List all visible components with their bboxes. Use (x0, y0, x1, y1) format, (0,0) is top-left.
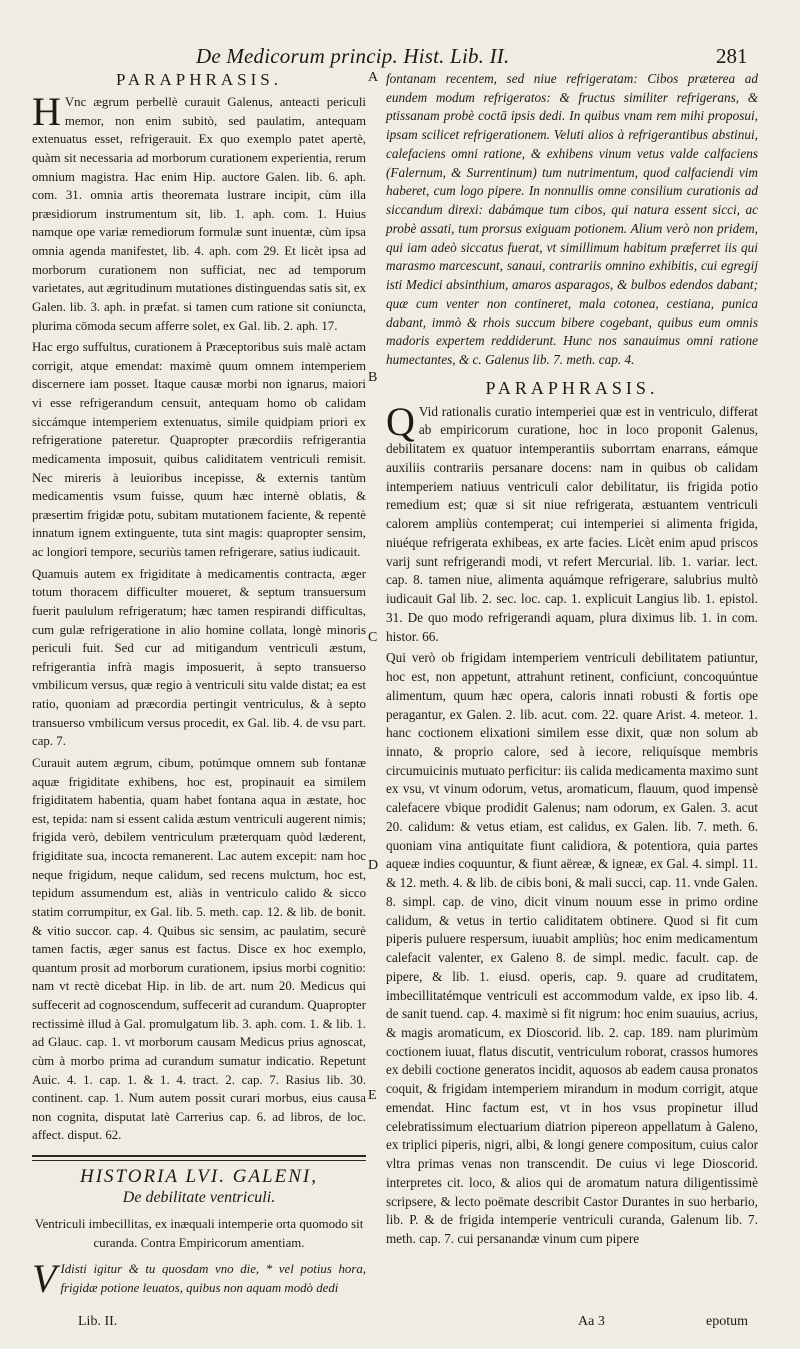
drop-cap-q: Q (386, 398, 415, 444)
paragraph-5-left: V Idisti igitur & tu quosdam vno die, * vel potius hora, frigidæ potione leuatos, quibus non aquam modò dedi (32, 1256, 366, 1302)
signature-left: Lib. II. (78, 1314, 118, 1329)
paraphrasis-heading-right: PARAPHRASIS. (485, 377, 659, 398)
signature-mark: Aa 3 (578, 1314, 605, 1329)
paragraph-2-right: Qui verò ob frigidam intemperiem ventriculi debilitatem patiuntur, hoc est, non appetunt, attrahunt retinent, conficiunt, concoquúntue alimentum, quum hæc opera, caloris innati robusti & fortis ope peragantur, ex Galen. 2. lib. acut. com. 22. quare Arist. 4. meteor. 1. hanc coctionem elixationi similem esse dixit, quæ non solum ab innato, & proprio calore, sed à iecore, reliquísque membris circumuicinis mutuato perficitur: iis calida medicamenta maximo sunt ex vsu, vt vinum odorum, vetus, aromaticum, flauum, quod impensè calefacere vbique prodidit Galenus; nam odorum, ex Galen. 3. acut 20. calidum: & vetus etiam, est calidus, ex Galen. lib. 7. meth. 6. quoniam vina antiquitate fiunt calidiora, & potentiora, quia partes aqueæ indies coquuntur, & fiunt aëreæ, & igneæ, ex Gal. 4. simpl. 11. & 12. meth. 4. & lib. de cibis boni, & mali succi, cap. 11. vnde Galen. 8. simpl. cap. de vino, dicit vinum nouum esse in primo ordine calidum, & vetus in tertio caliditatem obtinere. Quod si fit cum piperis puluere respersum, iuuabit ampliùs; hoc enim medicamentum calefacit valenter, ex Galeno 8. de simpl. medic. facult. cap. de pipere, & lib. 1. eiusd. operis, cap. 9. quare ad cruditatem, imbecillitatémque ventriculi est accommodum valde, ex ipso lib. 4. de sanit tuend. cap. 4. maximè si fit nigrum: hoc enim suauius, acrius, & magis aromaticum, ex Dioscorid. lib. 2. cap. 189. nam plurimùm coctionem iuuat, flatus discutit, ventriculum roborat, crassos humores ex debili coctione generatos incidit, aquosos ab eadem causa pronatos coquit, & frigidam intemperiem mirandum in modum corrigit, atque emendat. Hinc factum est, vt in hos vsus propinetur illud celebratissimum electuarium diatrion pipereon appellatum à Galeno, ex triplici piperis, nigri, albi, & longi genere compositum, cuius calor vltra primas venas non transcendit. De cuius vi lege Dioscorid. interpretes cit. loco, & alios qui de aromatum natura diligentissimè scripsere, & lecto poëmate describit Castor Durantes in suo herbario, lib. P. & de frigida intemperie ventriculi curanda, Galenum lib. 7. meth. cap. 7. cui persanandæ vinum cum pipere (386, 650, 758, 1247)
paragraph-1-right: Q Vid rationalis curatio intemperiei quæ est in ventriculo, differat ab empiricorum curatione, hoc in loco proponit Galenus, debilitatem ex quatuor intemperantiis suborrtam enarrans, eámque auxiliis contrariis persanare docens: nam in quibus ob calidam intemperiem natiuus ventriculi calor debilitatur, iis frigida potio remedium est; quæ si sit niue refrigerata, æstuantem ventriculi calorem ampliùs contemperat; cui intemperiei si alimenta frigida, niuéque refrigerata exhibeas, ex arte facies. Licèt enim apud priscos varij sunt refrigerandi modi, vt refert Mercurial. lib. 1. variar. lect. cap. 8. tamen niue, alimenta aquámque refrigerare, salubrius multò iudicauit Gal lib. 2. sec. loc. cap. 1. explicuit Langius lib. 1. epistol. 31. De quo modo refrigerandi aquam, plura diximus lib. 1. in com. histor. 66. (386, 398, 758, 644)
margin-letter-a: A (368, 70, 379, 85)
galen-quote: fontanam recentem, sed niue refrigeratam: Cibos præterea ad eundem modum refrigeratos: & fructus similiter refrigerans, & ptissanam probè coctā ipsis dedi. In quibus vnam rem mihi proposui, ipsam scilicet refrigerationem. Veluti alios à refrigerantibus abstinui, calefaciens omni ratione, & exhibens vinum vetus valde calfaciens (Falernum, & Surrentinum) tum nutrimentum, quod calfaciendi vim haberet, cum logo pipere. In nonnullis omne consilium curationis ad siccandum direxi: dabámque tum cibos, qui natura essent sicci, ac probè assati, tum prorsus exiguam potionem. Alium verò non pridem, qui iam adeò siccatus fuerat, vt simillimum habitum præferret iis qui marasmo marcescunt, sanaui, contrariis omnino exhibitis, cui egregij isti Medici absinthium, amaros asparagos, & bulbos edendos dabant; quæ cum venter non contineret, mala cotonea, cestiana, punica dabant, immò & rhois succum bibere cogebant, quibus eum omnis madoris expertem reddiderunt. Hunc nos sanauimus omni ratione humectantes, & c. Galenus lib. 7. meth. cap. 4. (386, 71, 758, 368)
page-number: 281 (716, 44, 748, 68)
margin-letter-e: E (368, 1088, 377, 1103)
right-column (386, 70, 758, 1252)
left-column (32, 70, 366, 1301)
margin-letter-d: D (368, 858, 379, 873)
margin-letter-c: C (368, 630, 378, 645)
chapter-summary: Ventriculi imbecillitas, ex inæquali intemperie orta quomodo sit curanda. Contra Empiricorum amentiam. (34, 1217, 364, 1250)
section-rule (32, 1155, 366, 1161)
paragraph-3-left: Quamuis autem ex frigiditate à medicamentis contracta, æger totum thoracem difficulter moueret, & septum transuersum fuerit paululum refrigeratum; hæc tamen respirandi difficultas, cum gulæ refrigeratione in alio homine collata, longè minoris periculi fuit. Sed cur ad mitigandum ventriculi æstum, refrigerantia infrà magis imposuerit, à septo transuerso vmbilicum versus, quæ regio à ventriculi situ valde distat; ea est ratio, quoniam ad præcordia pertingit ventriculus, & à septo transuerso vmbilicum versus procedit, ex Gal. lib. 4. de vsu part. cap. 7. (32, 566, 366, 749)
running-head: De Medicorum princip. Hist. Lib. II. (196, 44, 510, 68)
paragraph-2-left: Hac ergo suffultus, curationem à Præceptoribus suis malè actam corrigit, atque emendat: maximè quum omnem intemperiem discernere iam posset. Itaque causæ morbi non ignarus, maiori vi esse refrigerandum censuit, antequam homo ob calidam siccámque intemperiem extenuatus, simile quidpiam priori ex refrigeratione pateretur. Quapropter præcordiis refrigerantia medicamenta imposuit, quibus caliditatem ventriculi remisit. Nec mireris à leuioribus incepisse, & externis tantùm medicamentis vsum fuisse, quum hæc internè oblatis, & præsertim frigidæ potu, subitam mutationem faciente, & repentè innatum ignem extinguente, tuta sint magis: quapropter sensim, ac longiori tempore, securiùs tamen refrigerare, satius iudicauit. (32, 340, 366, 559)
historia-subtitle: De debilitate ventriculi. (122, 1189, 276, 1206)
drop-cap-v: V (32, 1256, 57, 1302)
catchword: epotum (706, 1314, 748, 1329)
margin-letter-b: B (368, 370, 378, 385)
paraphrasis-heading-left: PARAPHRASIS. (116, 70, 282, 89)
paragraph-4-left: Curauit autem ægrum, cibum, potúmque omnem sub fontanæ aquæ frigiditate exhibens, hoc est, propinauit ea similem frigiditatem habentia, quam habet fontana aqua in æstate, hoc est, tepida: nam si essent calida æstum ventriculi augerent nimis; frigida verò, debilem ventriculum præterquam quòd læderent, frigiditate sua, incocta remanerent. Lac autem excepit: nam hoc neque frigidum, neque calidum, sed recens mulctum, hoc est, tepidum assumendum est, aliàs in ventriculo calido & sicco statim corrumpitur, ex Gal. lib. 5. meth. cap. 12. & lib. de bonit. & vitio succor. cap. 4. Quibus sic sensim, ac paulatim, securè tamen factis, æger sanus est factus. Disce ex hoc exemplo, quantum prosit ad morborum curationem, ipsius morbi cognitio: nam vt rectè dicebat Hip. in lib. de art. num 20. Medicus qui suffecerit ad cognoscendum, suffecerit ad curandum. Quapropter rectissimè illud à Gal. promulgatum lib. 3. aph. com. 1. & lib. 1. ad Glauc. cap. 1. vt morborum causam Medicus prius agnoscat, cùm à morbo prima ad curandum sumatur indicatio. Repetunt Auic. 4. 1. cap. 1. & 1. 4. tract. 2. cap. 7. Rasius lib. 30. continent. cap. 1. Num autem possit curari morbus, eius causa non cognita, disputat latè Carrerius cap. 6. ad libros, de loc. affect. disput. 62. (32, 755, 366, 1143)
drop-cap-h: H (32, 89, 61, 134)
historia-title: HISTORIA LVI. GALENI, (80, 1166, 318, 1187)
paragraph-1-left: H Vnc ægrum perbellè curauit Galenus, anteacti periculi memor, non enim subitò, sed paulatim, antequam extenuatus esset, refrigerauit. Ex quo exemplo patet apertè, quàm sit necessaria ad morborum curationem experientia, rerum omnium magistra. Hac enim Hip. auctore Galen. lib. 6. aph. com. 31. omnia artis theoremata lustrare incipit, cùm illa præsidiorum instrumentum sit, lib. 1. aph. com. 1. Huius namque ope variæ remediorum formulæ sunt inuentæ, cùm ipsa omnia agenda manifestet, lib. 4. aph. com 29. Et licèt ipsa ad morborum curationem non sufficiat, nec ad temporum varietates, aut ægritudinum mutationes distinguendas satis sit, ex Galen. lib. 3. aph. in præfat. si tamen cum ratione sit coniuncta, plurima cōmoda secum afferre solet, ex Gal. lib. 2. aph. 17. (32, 89, 366, 333)
